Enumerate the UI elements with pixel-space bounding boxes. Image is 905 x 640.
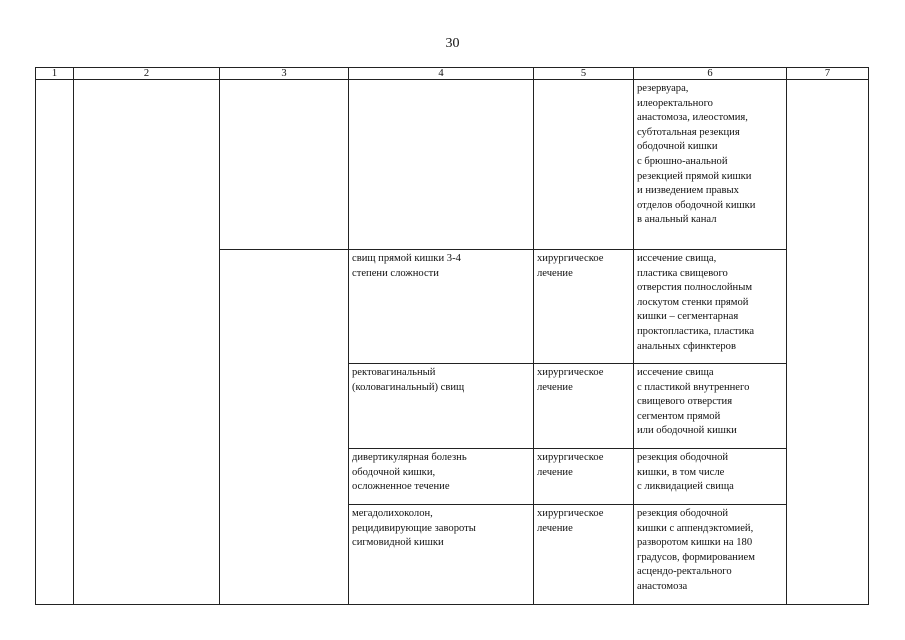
cell-treatment-type: хирургическое лечение [534,364,634,449]
column-header-6: 6 [634,68,787,80]
cell-diagnosis: свищ прямой кишки 3-4 степени сложности [349,250,534,364]
cell-col7-empty [787,80,869,605]
cell-treatment-type: хирургическое лечение [534,449,634,505]
table-row [36,80,869,250]
column-header-3: 3 [220,68,349,80]
cell-treatment-type: хирургическое лечение [534,250,634,364]
cell-treatment-type: хирургическое лечение [534,505,634,605]
column-header-2: 2 [74,68,220,80]
cell-diagnosis: ректовагинальный (коловагинальный) свищ [349,364,534,449]
cell-treatment-method: иссечение свища, пластика свищевого отверстия полнослойным лоскутом стенки прямой кишки – сегментарная проктопластика, пластика анальных сфинктеров [634,250,787,364]
cell-treatment-method: иссечение свища с пластикой внутреннего свищевого отверстия сегментом прямой или ободочной кишки [634,364,787,449]
cell-treatment-method: резекция ободочной кишки, в том числе с ликвидацией свища [634,449,787,505]
cell-treatment-type [534,80,634,250]
cell-treatment-method: резервуара, илеоректального анастомоза, илеостомия, субтотальная резекция ободочной кишки с брюшно-анальной резекцией прямой кишки и низведением правых отделов ободочной кишки в анальный канал [634,80,787,250]
cell-diagnosis: дивертикулярная болезнь ободочной кишки, осложненное течение [349,449,534,505]
cell-diagnosis: мегадолихоколон, рецидивирующие завороты сигмовидной кишки [349,505,534,605]
medical-procedures-table [35,67,869,605]
cell-col3-empty [220,80,349,250]
cell-col1-empty [36,80,74,605]
column-header-7: 7 [787,68,869,80]
cell-col3-empty [220,250,349,605]
column-header-5: 5 [534,68,634,80]
cell-diagnosis [349,80,534,250]
column-header-1: 1 [36,68,74,80]
cell-col2-empty [74,80,220,605]
cell-treatment-method: резекция ободочной кишки с аппендэктомией, разворотом кишки на 180 градусов, формированием асцендо-ректального анастомоза [634,505,787,605]
column-number-header-row [36,68,869,80]
column-header-4: 4 [349,68,534,80]
page-number: 30 [445,36,460,51]
